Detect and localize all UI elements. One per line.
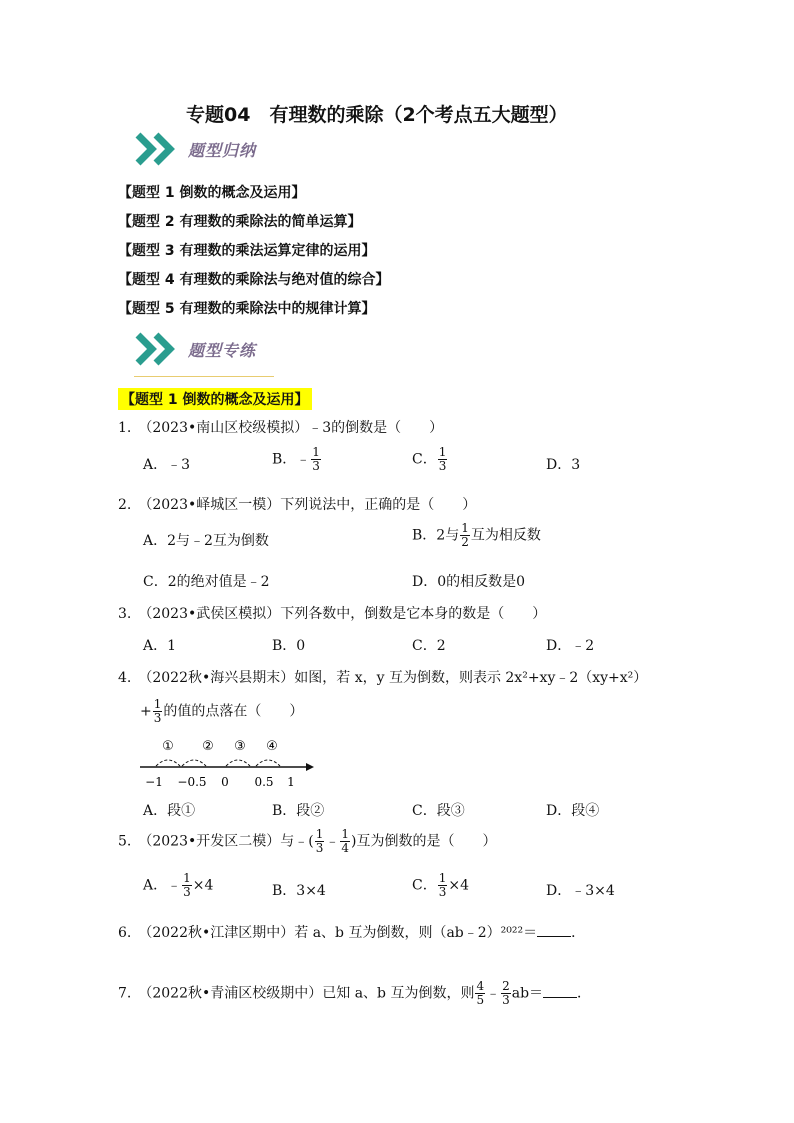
question-4-stem-cont: + $\frac{1}{3}$ 的值的点落在（ ） bbox=[140, 697, 304, 725]
fraction: $\frac{2}{3}$ bbox=[502, 979, 510, 1007]
question-1-stem: 1. （2023•南山区校级模拟）﹣3的倒数是（ ） bbox=[118, 420, 444, 436]
q5-option-c: C． $\frac{1}{3}$ ×4 bbox=[412, 871, 469, 899]
q5-option-b: B．3×4 bbox=[272, 883, 326, 899]
question-4-stem: 4. （2022秋•海兴县期末）如图，若 x，y 互为倒数，则表示 2x²+xy﹣2（xy+x²） bbox=[118, 670, 648, 686]
segment-label-2: ② bbox=[202, 739, 214, 754]
q4-option-c: C．段③ bbox=[412, 803, 465, 819]
answer-blank bbox=[543, 985, 577, 998]
tick-label-neg05: −0.5 bbox=[177, 775, 207, 789]
question-6-stem: 6. （2022秋•江津区期中）若 a、b 互为倒数，则（ab﹣2）²⁰²²＝ ． bbox=[118, 925, 586, 941]
fraction: $\frac{1}{3}$ bbox=[183, 871, 191, 899]
segment-arc-1 bbox=[156, 760, 180, 766]
q3-option-c: C．2 bbox=[412, 638, 446, 654]
segment-arc-4 bbox=[256, 760, 280, 766]
double-chevron-icon bbox=[134, 132, 180, 166]
question-5-stem: 5. （2023•开发区二模）与﹣( $\frac{1}{3}$ ﹣ $\frac{1}{4}$ )互为倒数的是（ ） bbox=[118, 827, 497, 855]
q1-option-c: C． $\frac{1}{3}$ bbox=[412, 445, 447, 473]
q1-option-a: A．﹣3 bbox=[143, 457, 191, 473]
number-line-figure bbox=[136, 736, 321, 790]
fraction: $\frac{1}{4}$ bbox=[341, 827, 349, 855]
q3-option-a: A．1 bbox=[143, 638, 177, 654]
segment-arc-3 bbox=[226, 760, 250, 766]
q1-option-b: B．﹣ $\frac{1}{3}$ bbox=[272, 445, 320, 473]
double-chevron-icon bbox=[134, 332, 180, 366]
q4-option-d: D．段④ bbox=[546, 803, 600, 819]
segment-label-1: ① bbox=[162, 739, 174, 754]
fraction: $\frac{1}{3}$ bbox=[312, 445, 320, 473]
answer-blank bbox=[537, 924, 571, 937]
page-title: 专题04 有理数的乘除（2个考点五大题型） bbox=[186, 104, 568, 126]
fraction: $\frac{1}{3}$ bbox=[315, 827, 324, 855]
q2-option-b: B．2与 $\frac{1}{2}$ 互为相反数 bbox=[412, 521, 541, 549]
banner-underline bbox=[134, 376, 274, 377]
tick-label-1: 1 bbox=[287, 775, 295, 789]
type-list-item-5: 【题型 5 有理数的乘除法中的规律计算】 bbox=[118, 301, 376, 317]
question-2-stem: 2. （2023•峄城区一模）下列说法中，正确的是（ ） bbox=[118, 497, 477, 513]
banner-summary-text: 题型归纳 bbox=[188, 140, 257, 160]
segment-label-3: ③ bbox=[234, 739, 246, 754]
question-3-stem: 3. （2023•武侯区模拟）下列各数中，倒数是它本身的数是（ ） bbox=[118, 606, 547, 622]
banner-practice-text: 题型专练 bbox=[188, 340, 257, 360]
segment-arc-2 bbox=[182, 760, 206, 766]
q5-option-a: A．﹣ $\frac{1}{3}$ ×4 bbox=[143, 871, 214, 899]
q4-option-a: A．段① bbox=[143, 803, 196, 819]
type-list-item-1: 【题型 1 倒数的概念及运用】 bbox=[118, 185, 306, 201]
tick-label-05: 0.5 bbox=[254, 775, 274, 789]
fraction: $\frac{1}{3}$ bbox=[438, 445, 447, 473]
section-banner-summary bbox=[134, 132, 256, 166]
q2-option-c: C．2的绝对值是﹣2 bbox=[143, 574, 270, 590]
type-list-item-3: 【题型 3 有理数的乘法运算定律的运用】 bbox=[118, 243, 376, 259]
fraction: $\frac{1}{3}$ bbox=[153, 697, 162, 725]
q4-option-b: B．段② bbox=[272, 803, 325, 819]
fraction: $\frac{1}{2}$ bbox=[461, 521, 469, 549]
fraction: $\frac{1}{3}$ bbox=[438, 871, 447, 899]
section-heading-1: 【题型 1 倒数的概念及运用】 bbox=[118, 388, 312, 410]
q5-option-d: D．﹣3×4 bbox=[546, 883, 615, 899]
q3-option-b: B．0 bbox=[272, 638, 306, 654]
q2-option-d: D．0的相反数是0 bbox=[412, 574, 526, 590]
q1-option-d: D．3 bbox=[546, 457, 581, 473]
type-list-item-2: 【题型 2 有理数的乘除法的简单运算】 bbox=[118, 214, 362, 230]
tick-label-0: 0 bbox=[221, 775, 229, 789]
section-banner-practice bbox=[134, 332, 256, 366]
q3-option-d: D．﹣2 bbox=[546, 638, 595, 654]
arrow-icon bbox=[306, 763, 314, 771]
q2-option-a: A．2与﹣2互为倒数 bbox=[143, 533, 269, 549]
question-7-stem: 7. （2022秋•青浦区校级期中）已知 a、b 互为倒数，则 $\frac{4}{5}$ ﹣ $\frac{2}{3}$ ab＝ ． bbox=[118, 979, 592, 1007]
type-list-item-4: 【题型 4 有理数的乘除法与绝对值的综合】 bbox=[118, 272, 390, 288]
segment-label-4: ④ bbox=[266, 739, 278, 754]
tick-label-neg1: −1 bbox=[145, 775, 163, 789]
fraction: $\frac{4}{5}$ bbox=[476, 979, 485, 1007]
